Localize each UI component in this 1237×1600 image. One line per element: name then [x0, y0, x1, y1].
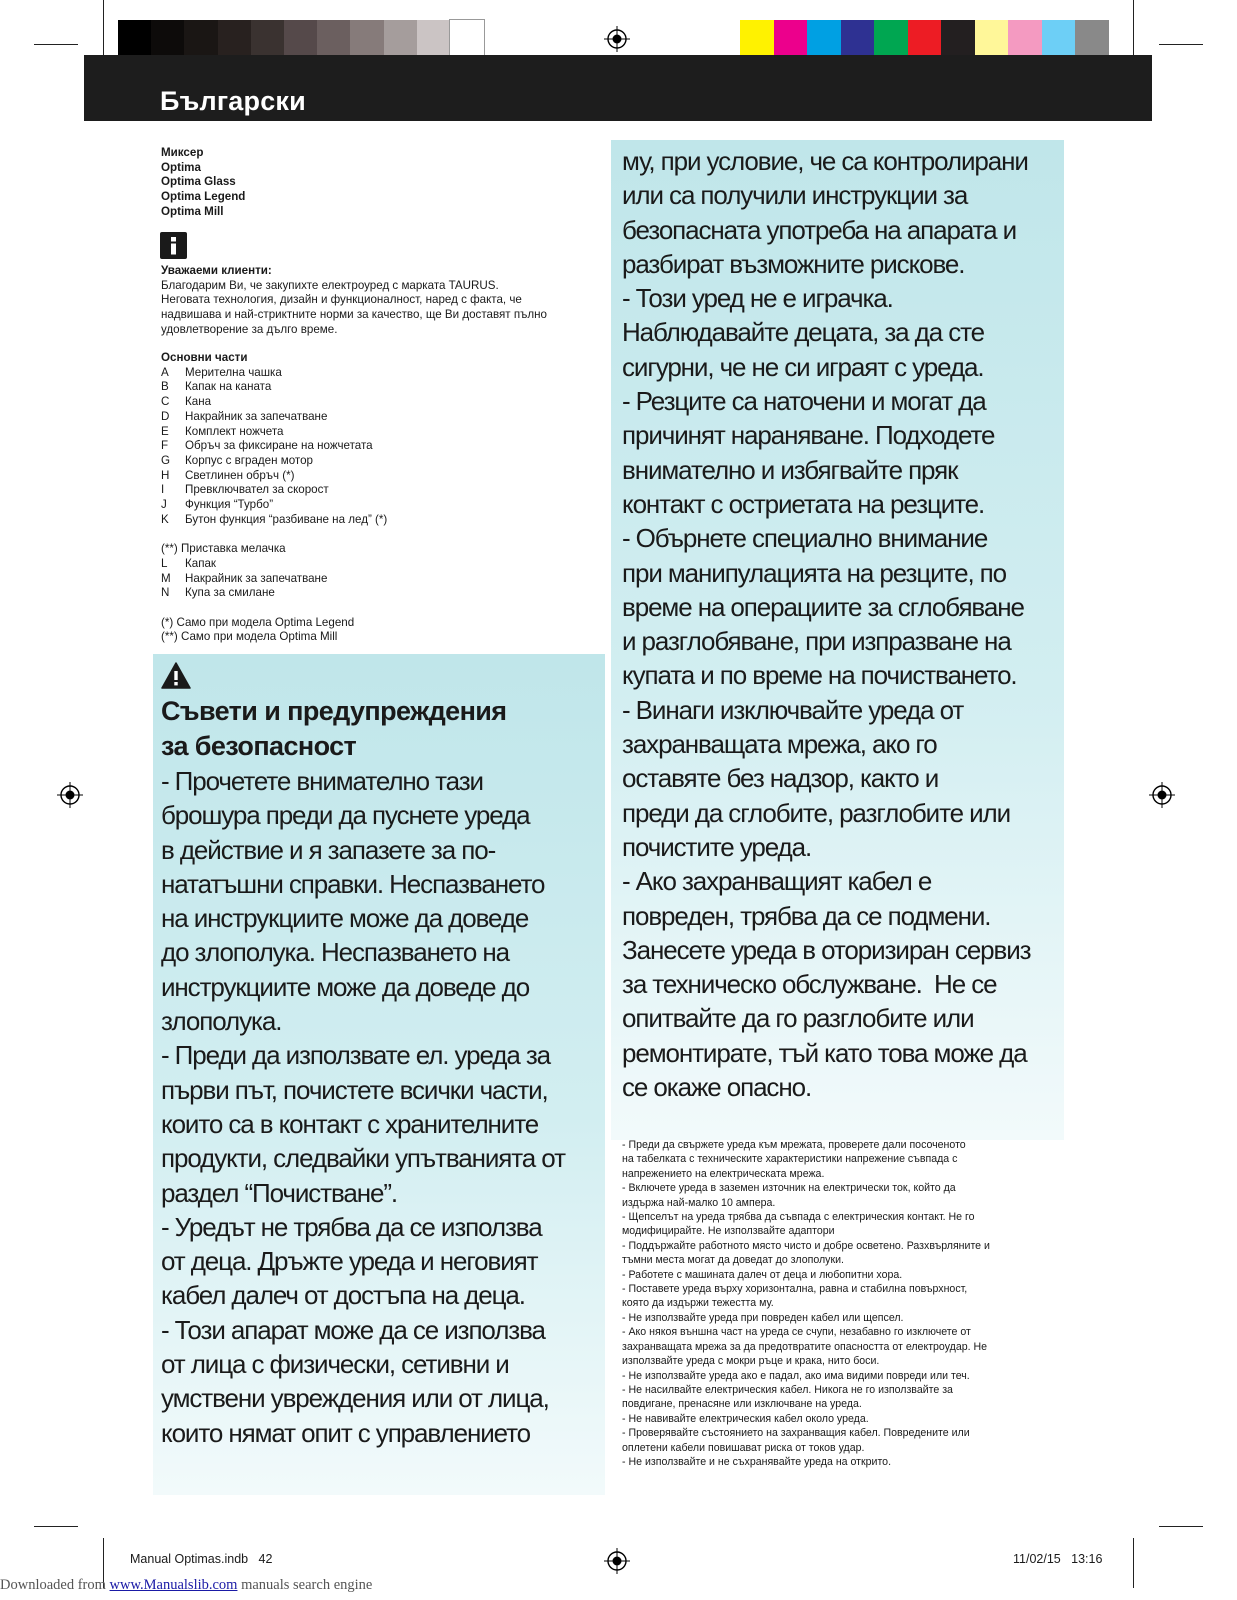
part-letter: J	[161, 498, 167, 512]
footer-file: Manual Optimas.indb 42	[130, 1552, 273, 1566]
safety-line: захранващата мрежа, ако го	[622, 729, 937, 760]
color-swatch	[941, 20, 975, 55]
safety-line: или са получили инструкции за	[622, 180, 968, 211]
part-letter: M	[161, 571, 171, 585]
safety-right-lines	[622, 144, 1072, 1104]
part-item	[161, 483, 591, 498]
part-name: Накрайник за запечатване	[185, 571, 328, 585]
safety-line: повреден, трябва да се подмени.	[622, 900, 991, 931]
safety-line: - Уредът не трябва да се използва	[161, 1211, 542, 1242]
safety-line: се окаже опасно.	[622, 1072, 812, 1103]
fine-print-line: която да издържи тежестта му.	[622, 1297, 774, 1310]
registration-mark-icon	[57, 782, 83, 808]
fine-print-line: на табелката с техническите характеристики напрежение съвпада с	[622, 1153, 958, 1166]
safety-line: продукти, следвайки упътванията от	[161, 1143, 565, 1174]
mill-parts-list	[161, 557, 591, 601]
fine-print-line: повдигане, пренасяне или изключване на уреда.	[622, 1398, 862, 1411]
safety-line: до злополука. Неспазването на	[161, 937, 509, 968]
safety-line: - Обърнете специално внимание	[622, 523, 988, 554]
gray-swatch	[384, 20, 418, 55]
fine-print-line: - Щепселът на уреда трябва да съвпада с електрическия контакт. Не го	[622, 1211, 975, 1224]
safety-line: брошура преди да пуснете уреда	[161, 800, 530, 831]
page-title: Български	[160, 86, 306, 116]
intro-line: удовлетворение за дълго време.	[161, 322, 338, 336]
fine-print-line: - Не използвайте уреда ако е падал, ако има видими повреди или теч.	[622, 1369, 970, 1382]
download-prefix: Downloaded from	[0, 1577, 110, 1593]
safety-line: нататъшни справки. Неспазването	[161, 868, 545, 899]
fine-print-line: използвайте уреда с мокри ръце и крака, нито боси.	[622, 1355, 880, 1368]
safety-line: му, при условие, че са контролирани	[622, 146, 1028, 176]
part-name: Капак	[185, 556, 216, 570]
crop-mark	[1133, 1538, 1134, 1588]
part-letter: C	[161, 395, 170, 409]
part-item	[161, 395, 591, 410]
model-note: (*) Само при модела Optima Legend	[161, 615, 355, 629]
parts-list	[161, 366, 591, 528]
intro-line: Благодарим Ви, че закупихте електроуред с марката TAURUS.	[161, 278, 499, 292]
parts-block	[161, 351, 591, 645]
fine-print	[622, 1138, 1072, 1469]
safety-line: на инструкциите може да доведе	[161, 903, 529, 934]
safety-right-text	[622, 144, 1072, 1104]
gray-swatch	[151, 20, 185, 55]
safety-line: кабел далеч от достъпа на деца.	[161, 1280, 525, 1311]
registration-mark-icon	[604, 26, 630, 52]
fine-print-line: захранващата мрежа за да предотвратите опасността от електроудар. Не	[622, 1340, 988, 1353]
part-name: Светлинен обръч (*)	[185, 468, 295, 482]
safety-line: - Този апарат може да се използва	[161, 1314, 545, 1345]
fine-print-line: - Не използвайте и не съхранявайте уреда на открито.	[622, 1455, 892, 1468]
safety-line: които нямат опит с управлението	[161, 1417, 531, 1448]
safety-line: - Преди да използвате ел. уреда за	[161, 1040, 551, 1071]
part-letter: D	[161, 409, 170, 423]
safety-line: - Ако захранващият кабел е	[622, 866, 932, 897]
part-item	[161, 513, 591, 528]
safety-line: злополука.	[161, 1006, 282, 1037]
fine-print-line: - Преди да свържете уреда към мрежата, проверете дали посоченото	[622, 1139, 966, 1151]
safety-line: ремонтирате, тъй като това може да	[622, 1037, 1027, 1068]
crop-mark	[1159, 1526, 1203, 1527]
part-item	[161, 380, 591, 395]
intro-block	[161, 264, 591, 338]
part-name: Комплект ножчета	[185, 424, 284, 438]
safety-line: раздел “Почистване”.	[161, 1177, 398, 1208]
crop-mark	[34, 44, 78, 45]
models-label: Миксер	[161, 146, 204, 159]
model-note: (**) Само при модела Optima Mill	[161, 630, 338, 644]
download-suffix: manuals search engine	[237, 1577, 373, 1593]
part-item	[161, 454, 591, 469]
part-name: Обръч за фиксиране на ножчетата	[185, 439, 373, 453]
model-name: Optima	[161, 160, 201, 174]
fine-print-line: издържа най-малко 10 ампера.	[622, 1196, 776, 1209]
color-swatch	[841, 20, 875, 55]
fine-print-line: - Поставете уреда върху хоризонтална, равна и стабилна повърхност,	[622, 1283, 968, 1296]
safety-line: първи път, почистете всички части,	[161, 1074, 548, 1105]
safety-line: оставяте без надзор, както и	[622, 763, 939, 794]
gray-swatch	[450, 20, 484, 55]
fine-print-line: оплетени кабели повишават риска от токов удар.	[622, 1441, 865, 1454]
part-letter: K	[161, 512, 169, 526]
safety-line: разбират възможните рискове.	[622, 248, 965, 279]
gray-swatch	[218, 20, 252, 55]
part-name: Кана	[185, 395, 212, 409]
fine-print-line: - Ако някоя външна част на уреда се счупи, незабавно го изключете от	[622, 1326, 971, 1339]
color-swatch	[975, 20, 1009, 55]
gray-swatch	[350, 20, 384, 55]
safety-line: опитвайте да го разглобите или	[622, 1003, 974, 1034]
manualslib-link[interactable]: www.Manualslib.com	[109, 1577, 238, 1593]
fine-print-lines	[622, 1138, 1072, 1469]
safety-line: сигурни, че не си играят с уреда.	[622, 351, 984, 382]
crop-mark	[103, 0, 104, 58]
safety-line: - Винаги изключвайте уреда от	[622, 694, 964, 725]
safety-line: внимателно и избягвайте пряк	[622, 454, 958, 485]
fine-print-line: - Работете с машината далеч от деца и любопитни хора.	[622, 1268, 903, 1281]
fine-print-line: напрежението на електрическата мрежа.	[622, 1167, 825, 1180]
intro-heading: Уважаеми клиенти:	[161, 264, 272, 277]
intro-line: надвишава и най-стриктните норми за качество, ще Ви доставят пълно	[161, 308, 547, 322]
mill-heading: (**) Приставка мелачка	[161, 542, 286, 556]
fine-print-line: модифицирайте. Не използвайте адаптори	[622, 1225, 835, 1238]
safety-line: от деца. Дръжте уреда и неговият	[161, 1246, 538, 1277]
fine-print-line: тъмни места могат да доведат до злополуки.	[622, 1254, 844, 1267]
color-swatch	[1008, 20, 1042, 55]
part-item	[161, 410, 591, 425]
part-name: Мерителна чашка	[185, 365, 282, 379]
gray-swatch	[118, 20, 152, 55]
part-name: Купа за смилане	[185, 586, 275, 600]
part-name: Капак на каната	[185, 380, 272, 394]
safety-line: време на операциите за сглобяване	[622, 591, 1024, 622]
parts-heading: Основни части	[161, 351, 248, 364]
gray-swatch	[184, 20, 218, 55]
crop-mark	[34, 1526, 78, 1527]
safety-line: умствени увреждения или от лица,	[161, 1383, 549, 1414]
safety-heading: за безопасност	[161, 731, 357, 761]
safety-line: които са в контакт с хранителните	[161, 1108, 539, 1139]
safety-line: Наблюдавайте децата, за да сте	[622, 317, 984, 348]
color-swatch	[874, 20, 908, 55]
safety-line: контакт с остриетата на резците.	[622, 488, 985, 519]
safety-line: Занесете уреда в оторизиран сервиз	[622, 934, 1031, 965]
part-item	[161, 439, 591, 454]
part-letter: H	[161, 468, 170, 482]
color-swatch	[908, 20, 942, 55]
part-letter: A	[161, 365, 169, 379]
models-block	[161, 146, 581, 220]
part-item	[161, 557, 591, 572]
safety-line: причинят нараняване. Подходете	[622, 420, 995, 451]
safety-line: от лица с физически, сетивни и	[161, 1349, 509, 1380]
gray-swatch	[317, 20, 351, 55]
registration-mark-icon	[1149, 782, 1175, 808]
part-item	[161, 572, 591, 587]
part-item	[161, 498, 591, 513]
crop-mark	[1159, 44, 1203, 45]
safety-line: преди да сглобите, разглобите или	[622, 797, 1010, 828]
safety-left-lines	[161, 764, 601, 1450]
fine-print-line: - Включете уреда в заземен източник на електрически ток, който да	[622, 1182, 956, 1195]
download-line	[0, 1577, 372, 1594]
safety-line: при манипулацията на резците, по	[622, 557, 1007, 588]
color-swatch	[1042, 20, 1076, 55]
footer-date: 11/02/15 13:16	[1013, 1552, 1103, 1566]
registration-mark-icon	[604, 1548, 630, 1574]
fine-print-line: - Не навивайте електрическия кабел около уреда.	[622, 1412, 869, 1425]
safety-line: купата и по време на почистването.	[622, 660, 1017, 691]
gray-swatch	[251, 20, 285, 55]
safety-line: почистите уреда.	[622, 831, 812, 862]
safety-line: - Този уред не е играчка.	[622, 283, 893, 314]
safety-line: за техническо обслужване. Не се	[622, 969, 997, 1000]
color-swatch	[807, 20, 841, 55]
color-swatch	[1075, 20, 1109, 55]
part-letter: F	[161, 439, 169, 453]
info-icon	[160, 232, 187, 259]
part-letter: B	[161, 380, 169, 394]
part-letter: N	[161, 586, 170, 600]
part-item	[161, 425, 591, 440]
warning-icon	[161, 662, 191, 689]
safety-line: инструкциите може да доведе до	[161, 971, 530, 1002]
model-name: Optima Mill	[161, 204, 224, 218]
safety-heading: Съвети и предупреждения	[161, 696, 507, 726]
color-swatch	[740, 20, 774, 55]
safety-line: - Резците са наточени и могат да	[622, 386, 986, 417]
part-name: Функция “Турбо”	[185, 498, 274, 512]
part-name: Превключвател за скорост	[185, 483, 329, 497]
fine-print-line: - Не използвайте уреда при повреден кабел или щепсел.	[622, 1311, 904, 1324]
intro-line: Неговата технология, дизайн и функционалност, наред с факта, че	[161, 293, 522, 307]
safety-line: и разглобяване, при изпразване на	[622, 626, 1011, 657]
gray-swatch	[284, 20, 318, 55]
fine-print-line: - Поддържайте работното място чисто и добре осветено. Разхвърляните и	[622, 1239, 990, 1252]
part-name: Корпус с вграден мотор	[185, 453, 313, 467]
part-letter: E	[161, 424, 169, 438]
safety-line: в действие и я запазете за по-	[161, 834, 496, 865]
part-letter: L	[161, 556, 168, 570]
gray-swatch	[417, 20, 451, 55]
part-item	[161, 469, 591, 484]
safety-line: - Прочетете внимателно тази	[161, 766, 483, 796]
part-item	[161, 586, 591, 601]
part-item	[161, 366, 591, 381]
crop-mark	[1133, 0, 1134, 58]
part-letter: G	[161, 453, 171, 467]
fine-print-line: - Не насилвайте електрическия кабел. Никога не го използвайте за	[622, 1383, 953, 1396]
part-name: Бутон функция “разбиване на лед” (*)	[185, 512, 388, 526]
part-letter: I	[161, 483, 165, 497]
safety-line: безопасната употреба на апарата и	[622, 214, 1017, 245]
part-name: Накрайник за запечатване	[185, 409, 328, 423]
model-name: Optima Legend	[161, 190, 246, 204]
color-swatch	[774, 20, 808, 55]
fine-print-line: - Проверявайте състоянието на захранващия кабел. Повредените или	[622, 1427, 970, 1440]
model-name: Optima Glass	[161, 175, 236, 189]
safety-left-text	[161, 694, 601, 1450]
